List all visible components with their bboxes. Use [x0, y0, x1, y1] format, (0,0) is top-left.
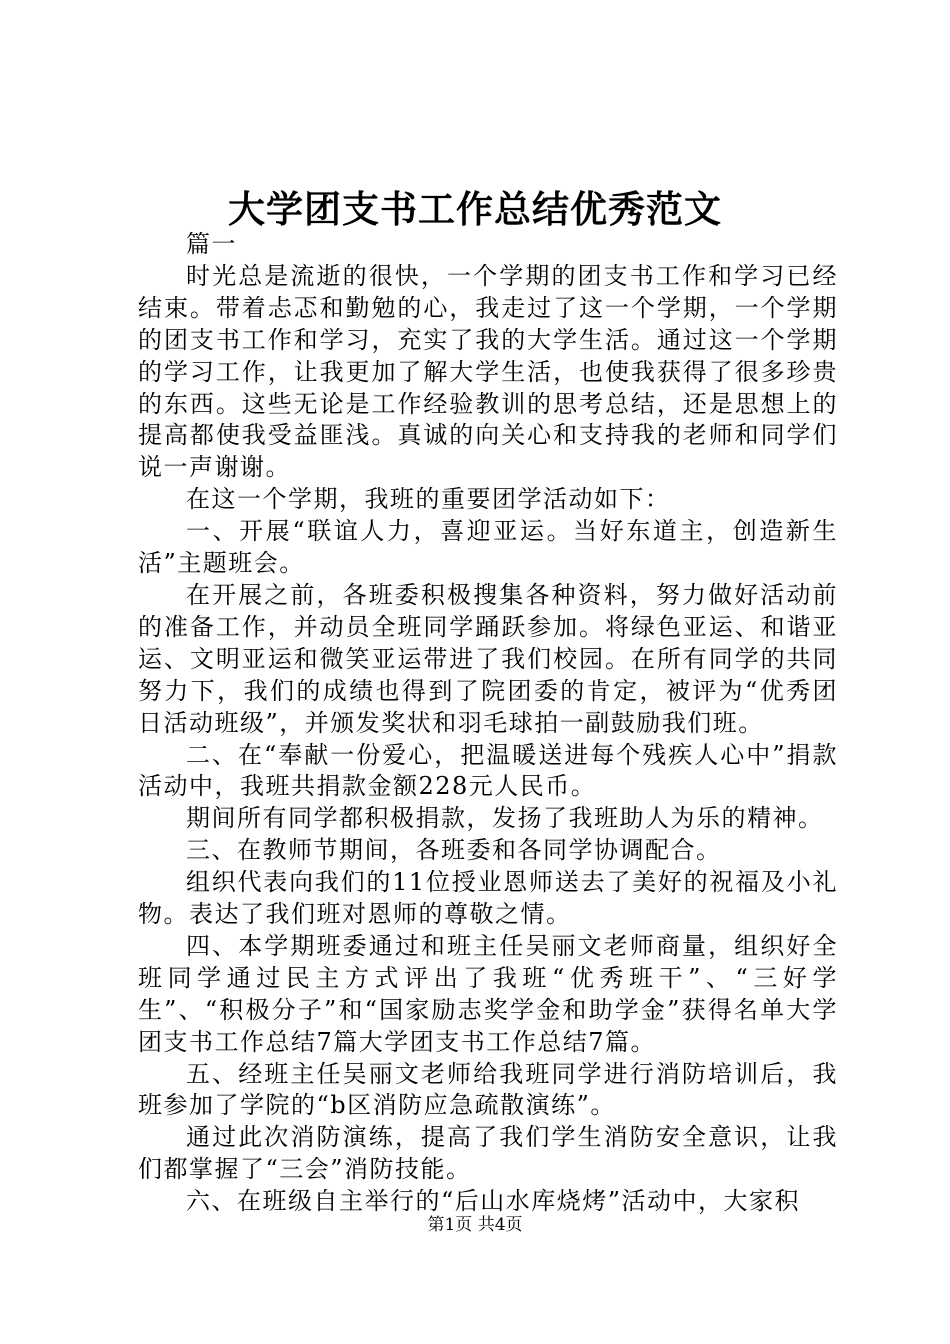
paragraph: 四、本学期班委通过和班主任吴丽文老师商量，组织好全班同学通过民主方式评出了我班“优秀班干”、“三好学生”、“积极分子”和“国家励志奖学金和助学金”获得名单大学团支书工作总结7篇大学团支书工作总结7篇。: [138, 931, 838, 1056]
paragraph: 六、在班级自主举行的“后山水库烧烤”活动中，大家积: [186, 1187, 801, 1216]
document-title: 大学团支书工作总结优秀范文: [228, 187, 722, 231]
paragraph: 时光总是流逝的很快，一个学期的团支书工作和学习已经结束。带着忐忑和勤勉的心，我走过了这一个学期，一个学期的团支书工作和学习，充实了我的大学生活。通过这一个学期的学习工作，让我更加了解大学生活，也使我获得了很多珍贵的东西。这些无论是工作经验教训的思考总结，还是思想上的提高都使我受益匪浅。真诚的向关心和支持我的老师和同学们说一声谢谢。: [138, 261, 838, 482]
paragraph: 在这一个学期，我班的重要团学活动如下：: [186, 485, 671, 514]
page-number-footer: 第1页 共4页: [427, 1215, 523, 1235]
paragraph: 一、开展“联谊人力，喜迎亚运。当好东道主，创造新生活”主题班会。: [138, 517, 838, 578]
paragraph: 二、在“奉献一份爱心，把温暖送进每个残疾人心中”捐款活动中，我班共捐款金额228元人民币。: [138, 740, 838, 801]
paragraph: 通过此次消防演练，提高了我们学生消防安全意识，让我们都掌握了“三会”消防技能。: [138, 1123, 838, 1184]
paragraph: 期间所有同学都积极捐款，发扬了我班助人为乐的精神。: [186, 804, 824, 833]
paragraph: 组织代表向我们的11位授业恩师送去了美好的祝福及小礼物。表达了我们班对恩师的尊敬之情。: [138, 868, 838, 929]
paragraph: 三、在教师节期间，各班委和各同学协调配合。: [186, 836, 722, 865]
paragraph: 在开展之前，各班委积极搜集各种资料，努力做好活动前的准备工作，并动员全班同学踊跃参加。将绿色亚运、和谐亚运、文明亚运和微笑亚运带进了我们校园。在所有同学的共同努力下，我们的成绩也得到了院团委的肯定，被评为“优秀团日活动班级”，并颁发奖状和羽毛球拍一副鼓励我们班。: [138, 580, 838, 737]
paragraph: 五、经班主任吴丽文老师给我班同学进行消防培训后，我班参加了学院的“b区消防应急疏散演练”。: [138, 1059, 838, 1120]
document-body: [138, 229, 838, 1218]
paragraph: 篇一: [186, 230, 237, 258]
